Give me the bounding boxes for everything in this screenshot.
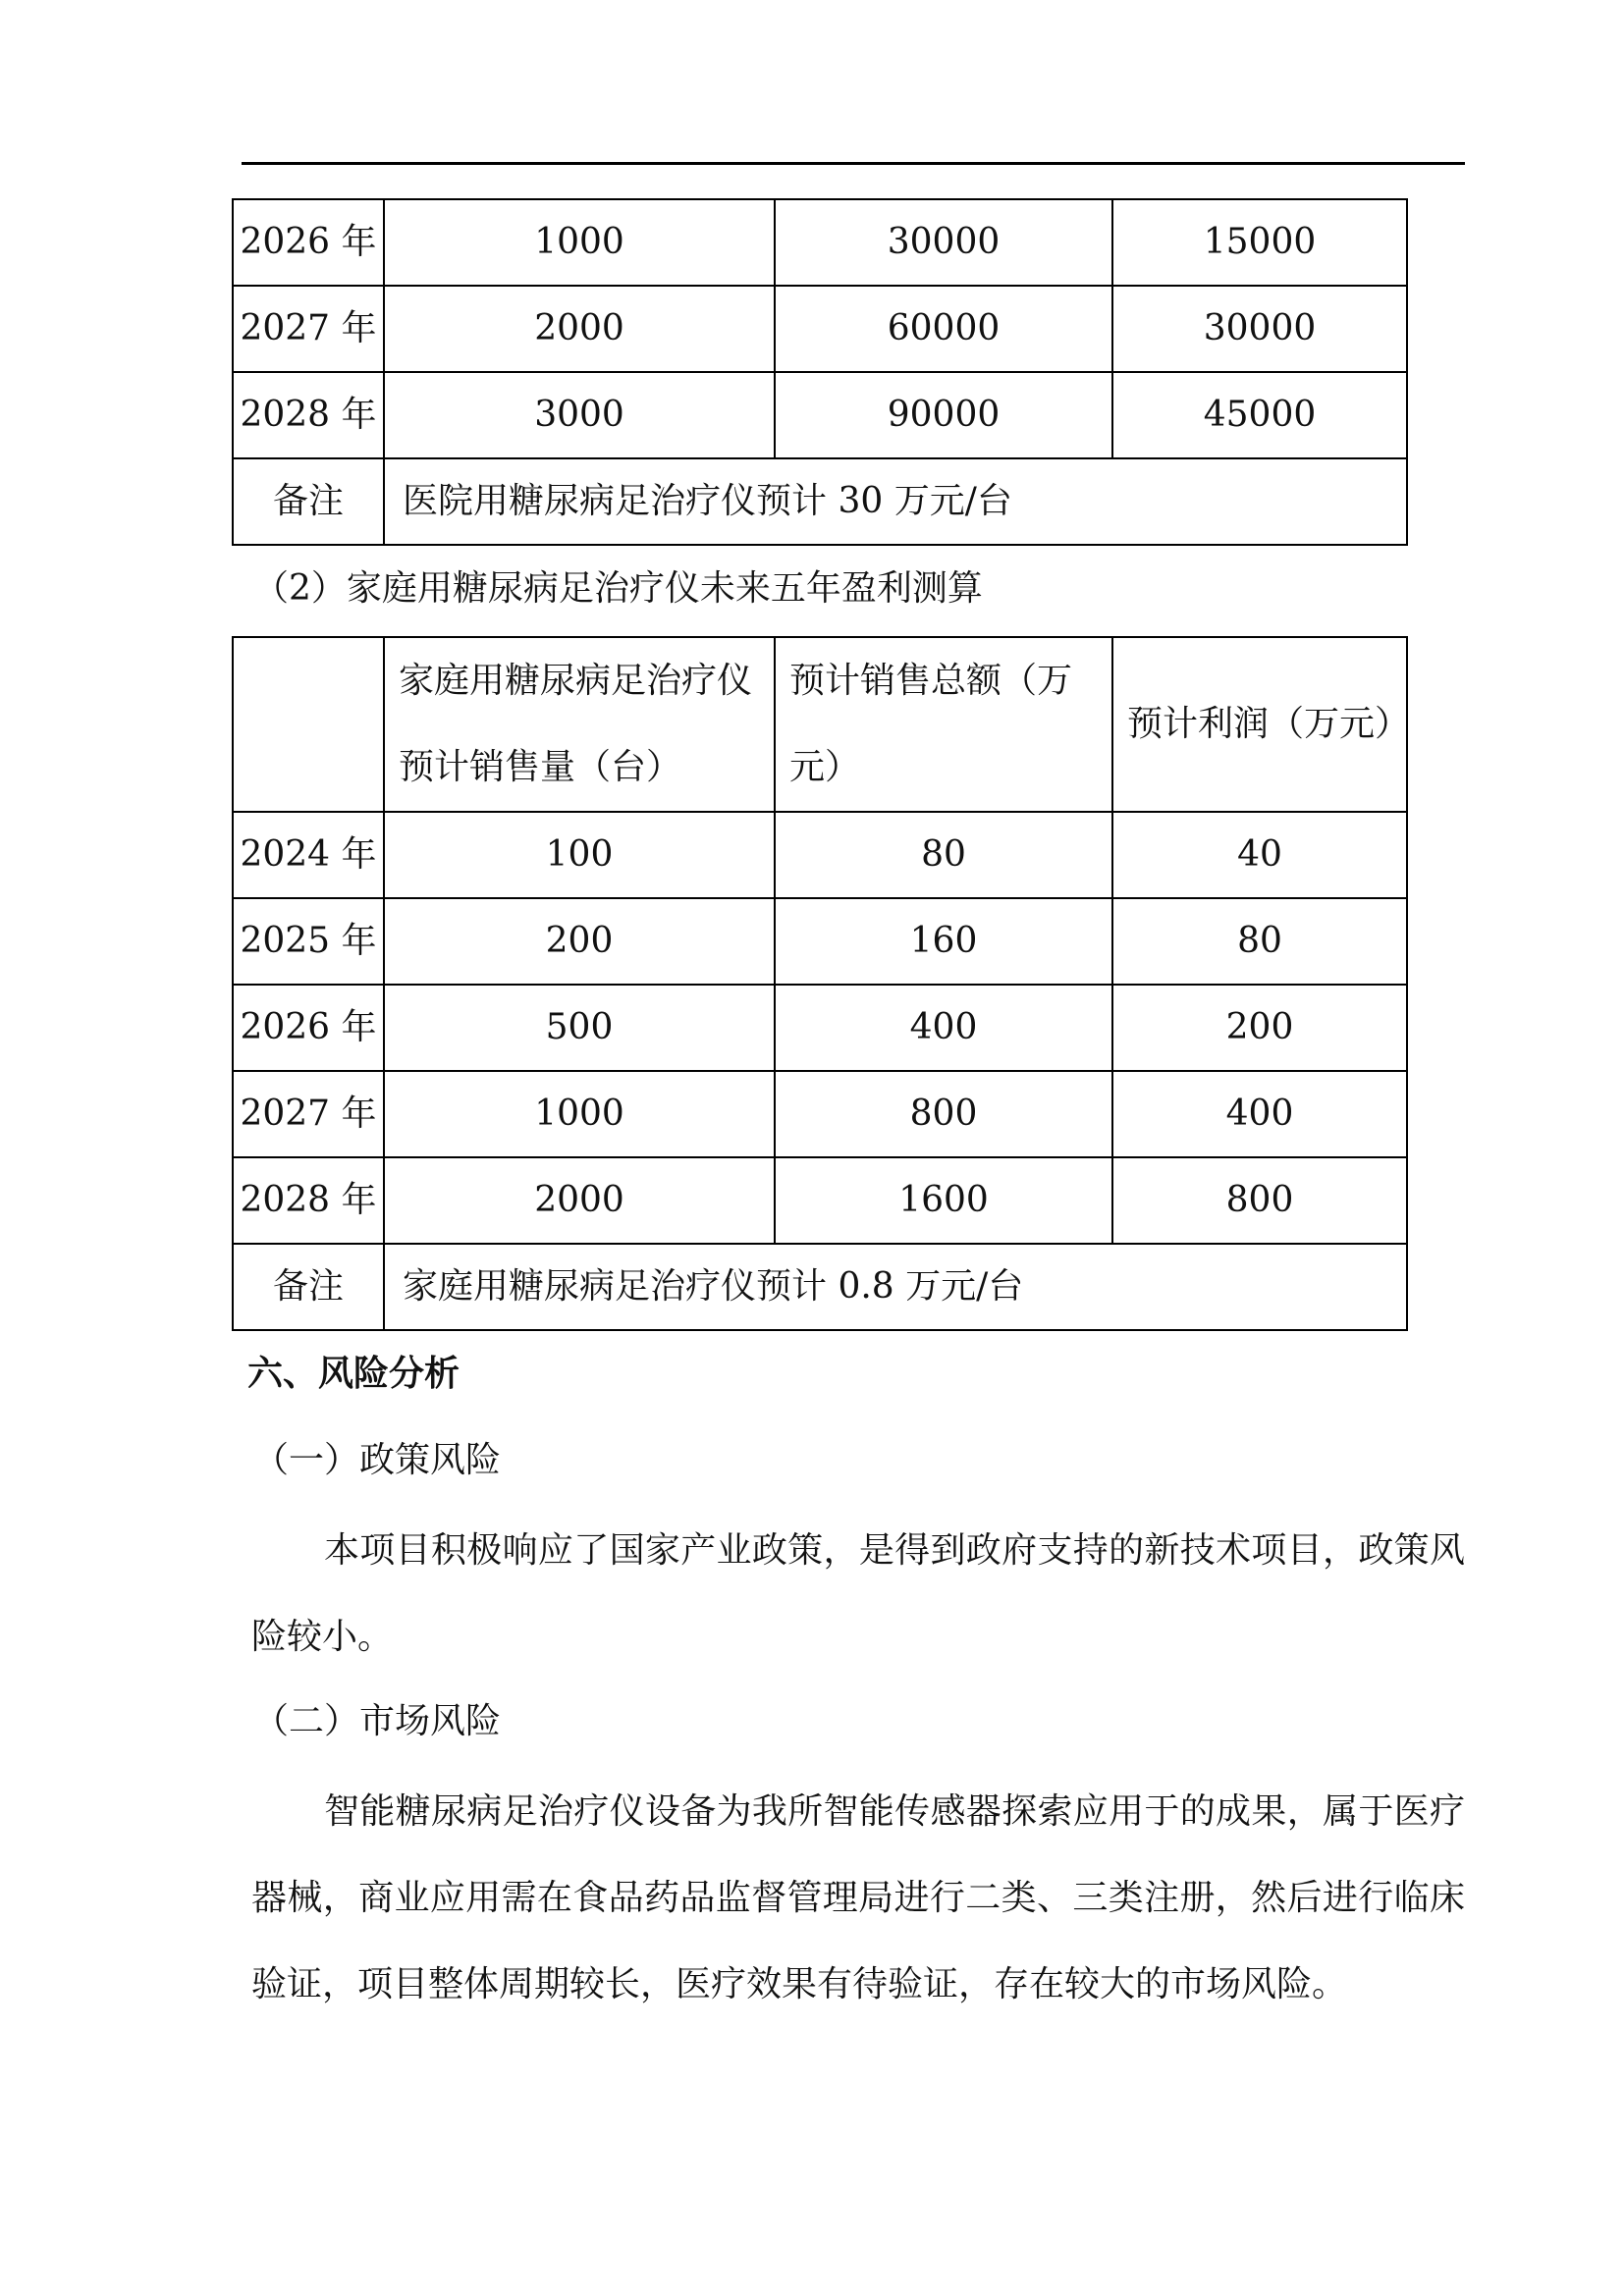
profit-cell: 200 [1112, 985, 1407, 1071]
note-text: 家庭用糖尿病足治疗仪预计 0.8 万元/台 [384, 1244, 1407, 1330]
header-sales-total: 预计销售总额（万元） [775, 637, 1112, 812]
sales-volume-cell: 1000 [384, 199, 775, 286]
table-row [233, 1157, 1407, 1244]
sales-volume-cell: 1000 [384, 1071, 775, 1157]
note-label: 备注 [233, 458, 384, 545]
sales-total-cell: 30000 [775, 199, 1112, 286]
sales-volume-cell: 3000 [384, 372, 775, 458]
table-row [233, 985, 1407, 1071]
profit-cell: 80 [1112, 898, 1407, 985]
note-text: 医院用糖尿病足治疗仪预计 30 万元/台 [384, 458, 1407, 545]
sales-volume-cell: 500 [384, 985, 775, 1071]
header-sales-volume: 家庭用糖尿病足治疗仪预计销售量（台） [384, 637, 775, 812]
table-row [233, 199, 1407, 286]
table-row [233, 1071, 1407, 1157]
profit-cell: 400 [1112, 1071, 1407, 1157]
sales-volume-cell: 200 [384, 898, 775, 985]
header-profit: 预计利润（万元） [1112, 637, 1407, 812]
note-row [233, 458, 1407, 545]
profit-cell: 15000 [1112, 199, 1407, 286]
empty-header-cell [233, 637, 384, 812]
table-row [233, 898, 1407, 985]
note-label: 备注 [233, 1244, 384, 1330]
table-row [233, 812, 1407, 898]
header-rule [242, 162, 1465, 165]
year-cell: 2026 年 [233, 985, 384, 1071]
policy-risk-paragraph: 本项目积极响应了国家产业政策，是得到政府支持的新技术项目，政策风险较小。 [251, 1530, 1465, 1657]
profit-cell: 40 [1112, 812, 1407, 898]
subsection-heading-market: （二）市场风险 [253, 1701, 502, 1741]
sales-volume-cell: 2000 [384, 286, 775, 372]
table-row [233, 372, 1407, 458]
sales-total-cell: 1600 [775, 1157, 1112, 1244]
year-cell: 2028 年 [233, 1157, 384, 1244]
header-row [233, 637, 1407, 812]
sales-total-cell: 90000 [775, 372, 1112, 458]
year-cell: 2027 年 [233, 286, 384, 372]
sales-volume-cell: 100 [384, 812, 775, 898]
sales-volume-cell: 2000 [384, 1157, 775, 1244]
year-cell: 2028 年 [233, 372, 384, 458]
sales-total-cell: 400 [775, 985, 1112, 1071]
section-heading: 六、风险分析 [247, 1353, 460, 1394]
year-cell: 2025 年 [233, 898, 384, 985]
profit-cell: 30000 [1112, 286, 1407, 372]
sales-total-cell: 160 [775, 898, 1112, 985]
profit-cell: 800 [1112, 1157, 1407, 1244]
market-risk-paragraph: 智能糖尿病足治疗仪设备为我所智能传感器探索应用于的成果，属于医疗器械，商业应用需在食品药品监督管理局进行二类、三类注册，然后进行临床验证，项目整体周期较长，医疗效果有待验证，存在较大的市场风险。 [251, 1791, 1465, 2004]
note-row [233, 1244, 1407, 1330]
profit-cell: 45000 [1112, 372, 1407, 458]
sales-total-cell: 800 [775, 1071, 1112, 1157]
year-cell: 2024 年 [233, 812, 384, 898]
year-cell: 2026 年 [233, 199, 384, 286]
subsection-heading-policy: （一）政策风险 [253, 1440, 502, 1480]
table2-caption: （2）家庭用糖尿病足治疗仪未来五年盈利测算 [253, 568, 983, 609]
home-profit-table [232, 636, 1411, 1331]
table-row [233, 286, 1407, 372]
sales-total-cell: 80 [775, 812, 1112, 898]
sales-total-cell: 60000 [775, 286, 1112, 372]
year-cell: 2027 年 [233, 1071, 384, 1157]
hospital-profit-table [232, 198, 1408, 546]
